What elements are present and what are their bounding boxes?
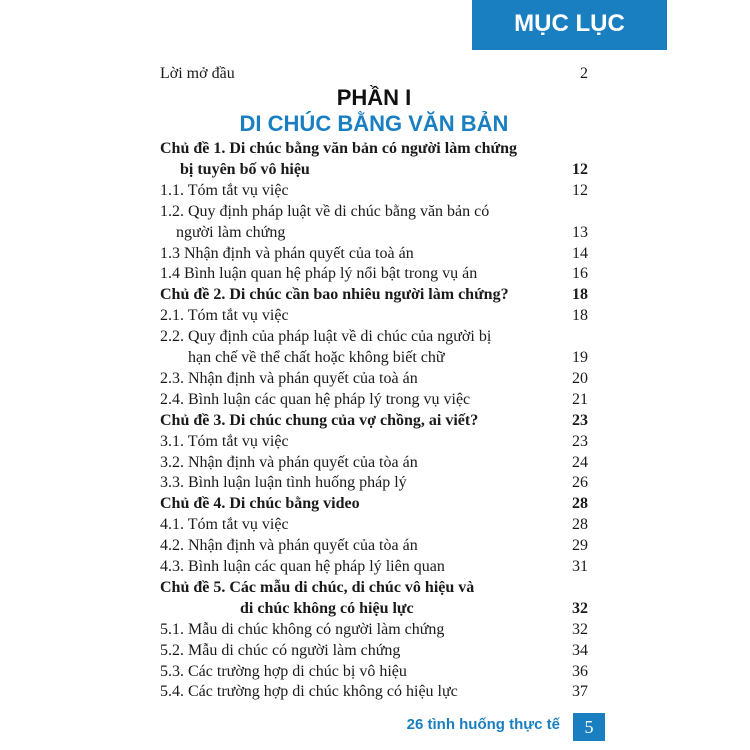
section-header-tab xyxy=(472,0,667,50)
toc-entry xyxy=(160,410,588,431)
toc-entry-title: 1.3 Nhận định và phán quyết của toà án xyxy=(160,244,414,262)
toc-entry-title: bị tuyên bố vô hiệu xyxy=(180,160,310,178)
toc-entry xyxy=(160,389,588,410)
toc-entry xyxy=(160,431,588,452)
toc-entry xyxy=(160,284,588,305)
toc-entry-page: 31 xyxy=(572,558,588,575)
toc-entry-page: 26 xyxy=(572,474,588,492)
toc-entry xyxy=(160,556,588,577)
toc-entry-page: 12 xyxy=(572,181,588,199)
toc-entry-title: Chủ đề 5. Các mẫu di chúc, di chúc vô hiệu và xyxy=(160,578,475,596)
toc-entry xyxy=(160,640,588,661)
toc-entry-title: 4.3. Bình luận các quan hệ pháp lý liên quan xyxy=(160,558,445,575)
toc-entry-title: 5.2. Mẫu di chúc có người làm chứng xyxy=(160,641,401,659)
toc-entry xyxy=(160,661,588,682)
toc-entry-page: 16 xyxy=(572,265,588,283)
toc-entry xyxy=(160,222,588,243)
toc-entry-page: 12 xyxy=(572,160,588,178)
toc-entry xyxy=(160,619,588,640)
toc-entry-page: 13 xyxy=(572,223,588,241)
toc-entry-title: 2.3. Nhận định và phán quyết của toà án xyxy=(160,369,418,387)
toc-entry-page: 21 xyxy=(572,390,588,408)
toc-entry-title: 3.3. Bình luận luận tình huống pháp lý xyxy=(160,474,407,492)
intro-page: 2 xyxy=(580,65,588,82)
toc-entry xyxy=(160,472,588,493)
toc-entry-page: 18 xyxy=(572,286,588,304)
toc-entry-title: 2.2. Quy định của pháp luật về di chúc của người bị xyxy=(160,328,492,346)
toc-entry xyxy=(160,535,588,556)
toc-entry xyxy=(160,159,588,180)
toc-entry-page: 32 xyxy=(572,620,588,638)
toc-entry-page: 32 xyxy=(572,599,588,617)
toc-entry xyxy=(160,263,588,284)
toc-entry-page: 18 xyxy=(572,307,588,325)
toc-entry xyxy=(160,138,588,159)
page-number: 5 xyxy=(573,713,605,741)
toc-entry-title: 3.1. Tóm tắt vụ việc xyxy=(160,432,289,450)
toc-heading: MỤC LỤC xyxy=(514,10,625,37)
footer-book-title: 26 tình huống thực tế xyxy=(406,716,560,733)
toc-entry-title: 5.3. Các trường hợp di chúc bị vô hiệu xyxy=(160,662,407,680)
toc-entry-title: Chủ đề 1. Di chúc bằng văn bản có người làm chứng xyxy=(160,140,518,157)
toc-entry xyxy=(160,201,588,222)
toc-entry-title: di chúc không có hiệu lực xyxy=(240,599,414,617)
toc-entry-title: 2.4. Bình luận các quan hệ pháp lý trong vụ việc xyxy=(160,390,471,408)
intro-entry xyxy=(160,65,588,87)
intro-title: Lời mở đầu xyxy=(160,65,235,82)
toc-entry xyxy=(160,514,588,535)
toc-entry xyxy=(160,243,588,264)
toc-entry-title: 5.1. Mẫu di chúc không có người làm chứng xyxy=(160,620,445,638)
toc-entry-title: người làm chứng xyxy=(176,223,286,241)
toc-entry-title: Chủ đề 3. Di chúc chung của vợ chồng, ai viết? xyxy=(160,411,479,429)
toc-entry xyxy=(160,368,588,389)
toc-entry-title: 1.1. Tóm tắt vụ việc xyxy=(160,181,289,199)
toc-entry-page: 23 xyxy=(572,432,588,450)
toc-entry-title: 3.2. Nhận định và phán quyết của tòa án xyxy=(160,453,418,471)
toc-entry xyxy=(160,452,588,473)
toc-entry xyxy=(160,681,588,702)
part-title: DI CHÚC BẰNG VĂN BẢN xyxy=(239,111,509,136)
toc-entry-title: hạn chế về thể chất hoặc không biết chữ xyxy=(188,349,445,366)
toc-entry-title: Chủ đề 4. Di chúc bằng video xyxy=(160,495,360,513)
toc-entry-page: 19 xyxy=(572,349,588,366)
toc-entry-title: 1.4 Bình luận quan hệ pháp lý nổi bật trong vụ án xyxy=(160,265,478,283)
toc-entry-page: 37 xyxy=(572,683,588,701)
toc-entry xyxy=(160,598,588,619)
toc-entry-page: 34 xyxy=(572,641,588,659)
toc-entry-page: 14 xyxy=(572,244,588,262)
toc-entry-title: Chủ đề 2. Di chúc cần bao nhiêu người làm chứng? xyxy=(160,286,509,304)
toc-entry-title: 5.4. Các trường hợp di chúc không có hiệu lực xyxy=(160,683,458,701)
toc-entry xyxy=(160,347,588,368)
toc-entry-page: 20 xyxy=(572,369,588,387)
toc-entry-page: 29 xyxy=(572,537,588,555)
part-label: PHẦN I xyxy=(336,85,412,110)
toc-entry xyxy=(160,577,588,598)
toc-entry xyxy=(160,305,588,326)
toc-entry-page: 23 xyxy=(572,411,588,429)
toc-entry xyxy=(160,180,588,201)
toc-entry xyxy=(160,326,588,347)
toc-entry-title: 4.2. Nhận định và phán quyết của tòa án xyxy=(160,537,418,555)
toc-entry-title: 2.1. Tóm tắt vụ việc xyxy=(160,307,289,325)
toc-entry-page: 24 xyxy=(572,453,588,471)
toc-entry-page: 28 xyxy=(572,495,588,513)
toc-entry xyxy=(160,493,588,514)
toc-entry-page: 28 xyxy=(572,516,588,534)
toc-entry-title: 4.1. Tóm tắt vụ việc xyxy=(160,516,289,534)
toc-entry-page: 36 xyxy=(572,662,588,680)
toc-entry-title: 1.2. Quy định pháp luật về di chúc bằng văn bản có xyxy=(160,202,490,220)
